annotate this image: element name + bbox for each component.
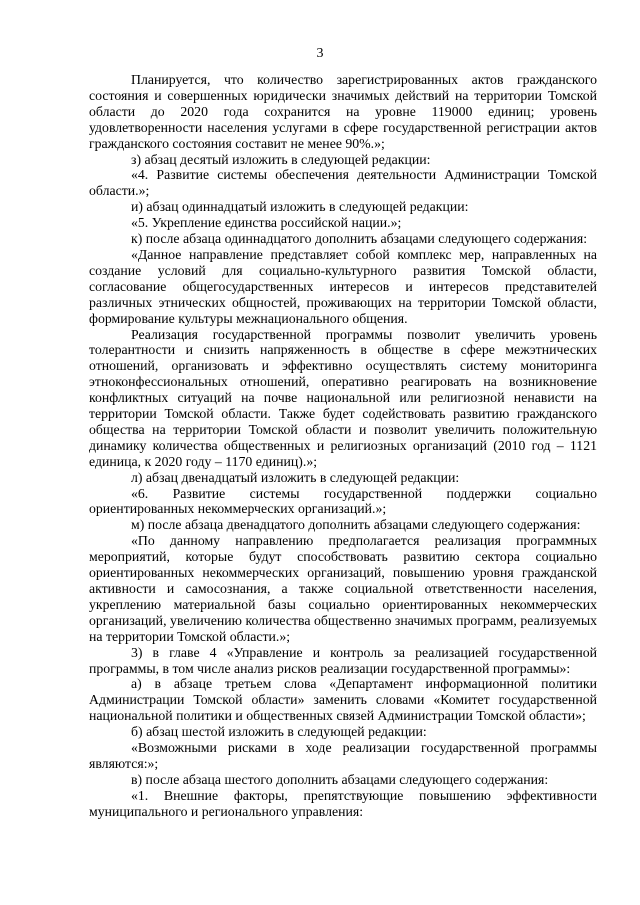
paragraph: и) абзац одиннадцатый изложить в следующей редакции: [131, 199, 469, 215]
paragraph: «Возможными рисками в ходе реализации государственной программы являются:»; [89, 740, 597, 771]
paragraph: Реализация государственной программы позволит увеличить уровень толерантности и снизить напряженность в обществе в сфере межэтнических отношений, организовать и эффективно осуществлять систему мониторинга этноконфессиональных отношений, оперативно реагировать на возникновение конфликтных ситуаций на почве национальной или религиозной ненависти на территории Томской области. Также будет содействовать развитию гражданского общества на территории Томской области и позволит увеличить положительную динамику количества общественных и религиозных организаций (2010 год – 1121 единица, к 2020 году – 1170 единиц).»; [89, 326, 597, 469]
paragraph: в) после абзаца шестого дополнить абзацами следующего содержания: [131, 771, 549, 787]
paragraph: «1. Внешние факторы, препятствующие повышению эффективности муниципального и регионального управления: [89, 787, 597, 819]
paragraph: «4. Развитие системы обеспечения деятельности Администрации Томской области.»; [89, 167, 597, 199]
paragraph: з) абзац десятый изложить в следующей редакции: [131, 151, 431, 167]
paragraph: Планируется, что количество зарегистрированных актов гражданского состояния и совершенных юридически значимых действий на территории Томской области до 2020 года сохранится на уровне 119000 единиц; уровень удовлетворенности населения услугами в сфере государственной регистрации актов гражданского состояния составит не менее 90%.»; [89, 72, 597, 151]
paragraph: м) после абзаца двенадцатого дополнить абзацами следующего содержания: [131, 517, 581, 533]
paragraph: «6. Развитие системы государственной поддержки социально ориентированных некоммерческих организаций.»; [89, 485, 597, 517]
paragraph: «По данному направлению предполагается реализация программных мероприятий, которые будут способствовать развитию сектора социально ориентированных некоммерческих организаций, повышению уровня гражданской активности и самосознания, а также социальной ответственности населения, укреплению материальной базы социально ориентированных некоммерческих организаций, увеличению количества общественно значимых программ, реализуемых на территории Томской области.»; [89, 533, 597, 644]
paragraph: 3) в главе 4 «Управление и контроль за реализацией государственной программы, в том числе анализ рисков реализации государственной программы»: [89, 644, 597, 676]
paragraph: к) после абзаца одиннадцатого дополнить абзацами следующего содержания: [131, 231, 588, 247]
page-number: 3 [316, 46, 324, 61]
paragraph: «5. Укрепление единства российской нации.»; [131, 215, 402, 231]
paragraph: б) абзац шестой изложить в следующей редакции: [131, 724, 427, 740]
paragraph: «Данное направление представляет собой комплекс мер, направленных на создание условий для социально-культурного развития Томской области, согласование общегосударственных интересов и интересов представителей различных этнических общностей, проживающих на территории Томской области, формирование культуры межнационального общения. [89, 246, 597, 326]
document-body [89, 72, 597, 820]
paragraph: а) в абзаце третьем слова «Департамент информационной политики Администрации Томской области» заменить словами «Комитет государственной национальной политики и общественных связей Администрации Томской области»; [89, 676, 597, 724]
paragraph: л) абзац двенадцатый изложить в следующей редакции: [131, 469, 460, 485]
